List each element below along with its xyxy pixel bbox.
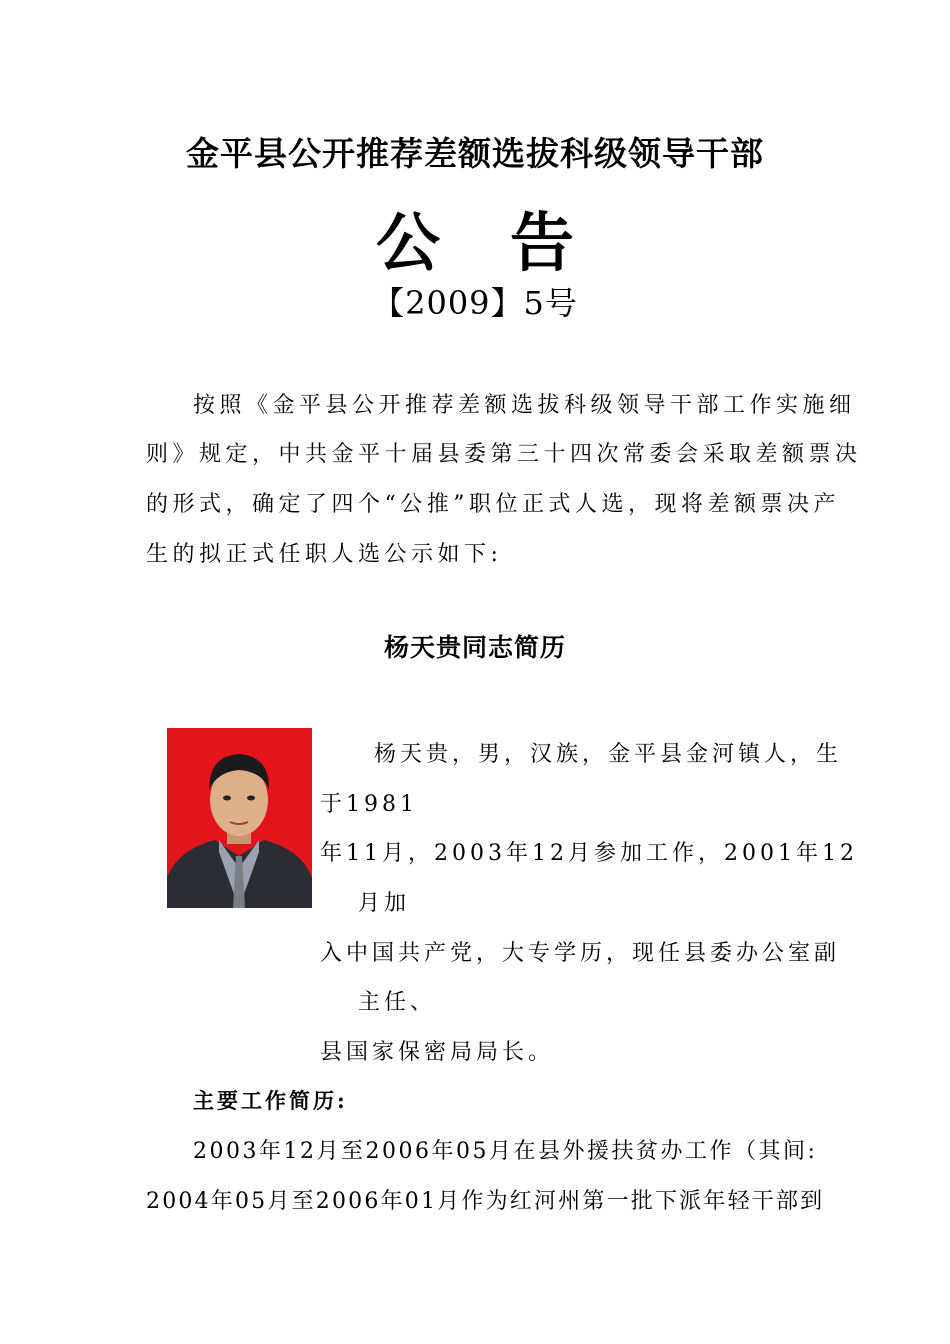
notice-number: 【2009】5号 (372, 284, 578, 322)
portrait-photo-image (167, 728, 312, 908)
intro-line: 则》规定，中共金平十届县委第三十四次常委会采取差额票决 (146, 442, 862, 467)
intro-line: 按照《金平县公开推荐差额选拔科级领导干部工作实施细 (193, 393, 856, 418)
resume-heading: 杨天贵同志简历 (383, 633, 566, 662)
bio-line: 县国家保密局局长。 (320, 1040, 555, 1065)
portrait-photo (167, 728, 312, 908)
document-title: 金平县公开推荐差额选拔科级领导干部 (186, 134, 764, 173)
work-history-label: 主要工作简历: (193, 1088, 348, 1113)
bio-line: 于1981 (320, 792, 418, 817)
work-history-line: 2004年05月至2006年01月作为红河州第一批下派年轻干部到 (146, 1189, 825, 1214)
bio-line: 月加 (358, 891, 411, 916)
intro-line: 生的拟正式任职人选公示如下: (146, 542, 503, 567)
bio-line: 年11月，2003年12月参加工作，2001年12 (320, 841, 858, 866)
intro-line: 的形式，确定了四个“公推”职位正式人选，现将差额票决产 (146, 492, 840, 517)
notice-heading: 公告 (376, 206, 644, 281)
bio-line: 主任、 (358, 990, 437, 1015)
bio-line: 杨天贵，男，汉族，金平县金河镇人，生 (374, 742, 843, 767)
work-history-line: 2003年12月至2006年05月在县外援扶贫办工作（其间: (193, 1139, 818, 1164)
bio-line: 入中国共产党，大专学历，现任县委办公室副 (320, 941, 841, 966)
